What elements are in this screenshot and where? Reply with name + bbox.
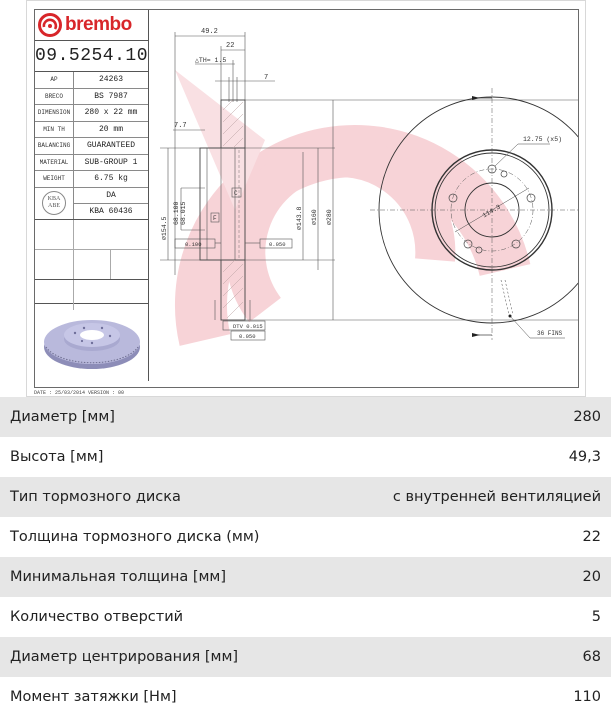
row-value: 68 [582, 649, 601, 665]
spec-value: 24263 [98, 75, 123, 85]
row-value: с внутренней вентиляцией [392, 489, 601, 505]
spec-key: BRECO [35, 89, 74, 105]
row-value: 5 [591, 609, 601, 625]
specs-table [0, 397, 611, 717]
drawing-frame [34, 9, 579, 388]
tol-runout: 0.050 [239, 333, 256, 340]
row-label: Диаметр [мм] [10, 409, 115, 425]
datum-f: F [213, 215, 217, 222]
dim-d68-max: 68.100 [173, 201, 180, 225]
table-row [0, 557, 611, 597]
disc-section-drawing [35, 10, 579, 388]
dim-fins: 36 FINS [537, 330, 563, 337]
row-label: Количество отверстий [10, 609, 184, 625]
spec-key: BALANCING [35, 138, 74, 154]
date-version: DATE : 25/03/2014 VERSION : 00 [34, 390, 125, 396]
row-value: 20 [582, 569, 601, 585]
dim-height: 49.2 [201, 28, 218, 36]
table-row [0, 437, 611, 477]
part-number: 09.5254.10 [35, 41, 148, 72]
row-label: Тип тормозного диска [10, 489, 181, 505]
row-value: 110 [573, 689, 601, 705]
table-row [0, 477, 611, 517]
spec-value: 20 mm [98, 124, 123, 134]
dim-d143: ∅143.8 [296, 206, 303, 230]
dim-thickness: 22 [226, 42, 235, 50]
tol-dtv: DTV 0.015 [233, 323, 263, 330]
kba-value-2: KBA 60436 [89, 206, 133, 216]
table-row [0, 517, 611, 557]
kba-value-1: DA [74, 188, 148, 204]
table-row [0, 397, 611, 437]
dim-d68-min: 68.015 [180, 201, 187, 225]
dim-delta-th: △TH= 1.5 [195, 57, 227, 64]
dim-d280: ∅280 [326, 209, 333, 225]
table-row [0, 637, 611, 677]
spec-value: SUB-GROUP 1 [84, 157, 138, 167]
row-label: Толщина тормозного диска (мм) [10, 529, 260, 545]
spec-key: AP [35, 72, 74, 88]
dim-d154: ∅154.5 [161, 216, 168, 240]
spec-key: DIMENSION [35, 105, 74, 121]
dim-hat-offset: 7.7 [174, 122, 187, 130]
table-row [0, 597, 611, 637]
dim-bolt-hole: 12.75 (x5) [523, 136, 563, 143]
spec-value: 280 x 22 mm [84, 108, 138, 118]
row-value: 22 [582, 529, 601, 545]
row-label: Диаметр центрирования [мм] [10, 649, 239, 665]
row-value: 49,3 [568, 449, 601, 465]
dim-fin-gap: 7 [264, 74, 269, 82]
row-label: Высота [мм] [10, 449, 104, 465]
table-row [0, 677, 611, 717]
kba-badge-line2: ABE [48, 203, 60, 209]
spec-value: BS 7987 [94, 91, 128, 101]
row-label: Момент затяжки [Нм] [10, 689, 177, 705]
spec-key: MATERIAL [35, 155, 74, 171]
row-value: 280 [573, 409, 601, 425]
tol-parallel: 0.100 [185, 241, 202, 248]
kba-badge-line1: KBA [47, 196, 61, 202]
spec-key: MIN TH [35, 122, 74, 138]
dim-pcd: 114.3 [481, 203, 502, 220]
tol-flat: 0.050 [269, 241, 286, 248]
spec-key: WEIGHT [35, 171, 74, 187]
dim-d160: ∅160 [311, 209, 318, 225]
brand-name: brembo [65, 14, 132, 35]
datum-c: C [234, 190, 238, 197]
technical-drawing [26, 0, 586, 397]
spec-value: 6.75 kg [94, 174, 128, 184]
spec-value: GUARANTEED [86, 141, 135, 151]
row-label: Минимальная толщина [мм] [10, 569, 227, 585]
